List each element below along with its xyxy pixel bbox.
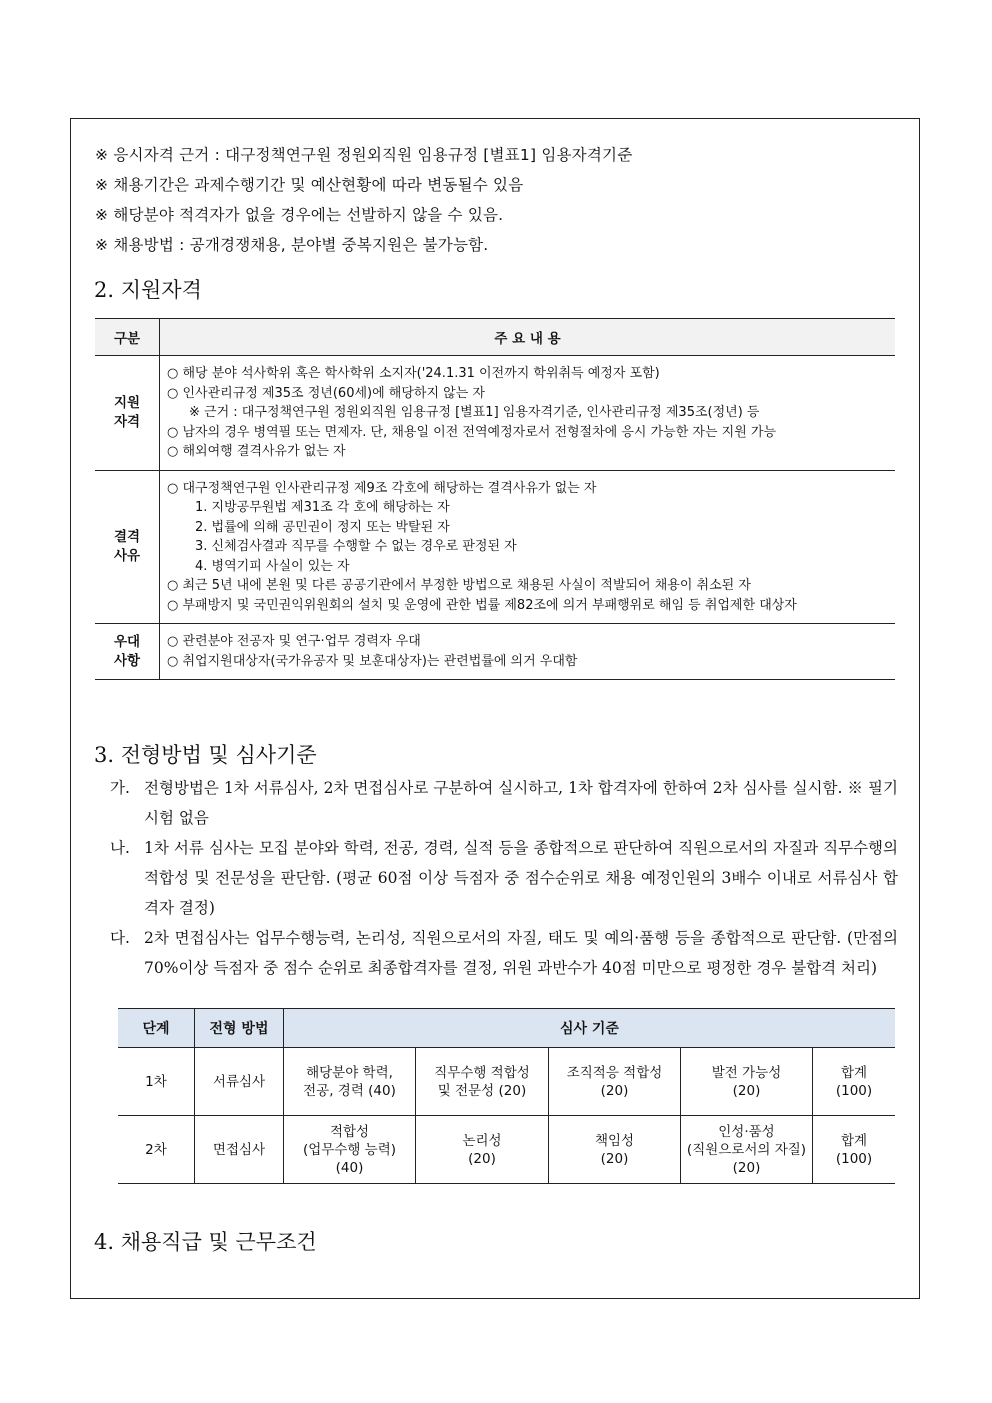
list-item: ○ 대구정책연구원 인사관리규정 제9조 각호에 해당하는 결격사유가 없는 자 <box>167 480 597 496</box>
note-qualification-basis: ※ 응시자격 근거 : 대구정책연구원 정원외직원 임용규정 [별표1] 임용자격기준 <box>95 146 633 164</box>
content-cell <box>160 356 896 471</box>
item-text: 1차 서류 심사는 모집 분야와 학력, 전공, 경력, 실적 등을 종합적으로 판단하여 직원으로서의 자질과 직무수행의 적합성 및 전문성을 판단함. (평균 60점 이상 득점자 중 점수순위로 채용 예정인원의 3배수 이내로 서류심사 합격자 결정) <box>144 839 898 917</box>
criteria-cell: 직무수행 적합성 및 전문성 (20) <box>416 1048 549 1116</box>
criteria-cell: 발전 가능성 (20) <box>681 1048 813 1116</box>
section-4-heading: 4. 채용직급 및 근무조건 <box>94 1230 317 1254</box>
item-text: 2차 면접심사는 업무수행능력, 논리성, 직원으로서의 자질, 태도 및 예의·품행 등을 종합적으로 판단함. (만점의 70%이상 득점자 중 점수 순위로 최종합격자를 결정, 위원 과반수가 40점 미만으로 평정한 경우 불합격 처리) <box>144 929 898 977</box>
stage-cell: 1차 <box>118 1048 195 1116</box>
total-cell: 합계 (100) <box>813 1116 896 1184</box>
list-item: ○ 해당 분야 석사학위 혹은 학사학위 소지자('24.1.31 이전까지 학위취득 예정자 포함) <box>167 366 660 381</box>
list-item: ○ 취업지원대상자(국가유공자 및 보훈대상자)는 관련법률에 의거 우대함 <box>167 653 578 669</box>
list-item: 2. 법률에 의해 공민권이 정지 또는 박탈된 자 <box>195 519 450 535</box>
item-label: 나. <box>110 839 130 857</box>
list-item: ○ 남자의 경우 병역필 또는 면제자. 단, 채용일 이전 전역예정자로서 전형절차에 응시 가능한 자는 지원 가능 <box>167 424 777 440</box>
content-cell <box>160 624 896 680</box>
list-item <box>110 773 898 833</box>
method-cell: 면접심사 <box>195 1116 284 1184</box>
evaluation-criteria-table <box>118 1008 895 1184</box>
list-item <box>110 833 898 923</box>
criteria-cell: 적합성 (업무수행 능력) (40) <box>284 1116 416 1184</box>
list-item: ○ 관련분야 전공자 및 연구·업무 경력자 우대 <box>167 634 421 649</box>
table-row <box>95 470 895 624</box>
section-3-heading: 3. 전형방법 및 심사기준 <box>94 743 317 767</box>
criteria-cell: 인성·품성 (직원으로서의 자질) (20) <box>681 1116 813 1184</box>
total-cell: 합계 (100) <box>813 1048 896 1116</box>
list-item: 4. 병역기피 사실이 있는 자 <box>195 558 350 574</box>
category-cell: 결격 사유 <box>95 470 160 624</box>
note-no-selection: ※ 해당분야 적격자가 없을 경우에는 선발하지 않을 수 있음. <box>95 206 504 224</box>
method-cell: 서류심사 <box>195 1048 284 1116</box>
crit-header-stage: 단계 <box>118 1009 195 1048</box>
list-item: 3. 신체검사결과 직무를 수행할 수 없는 경우로 판정된 자 <box>195 539 517 554</box>
list-item: 1. 지방공무원법 제31조 각 호에 해당하는 자 <box>195 500 450 515</box>
category-cell: 우대 사항 <box>95 624 160 680</box>
list-item: ※ 근거 : 대구정책연구원 정원외직원 임용규정 [별표1] 임용자격기준, 인사관리규정 제35조(정년) 등 <box>189 405 760 420</box>
criteria-cell: 논리성 (20) <box>416 1116 549 1184</box>
table-row <box>118 1048 895 1116</box>
stage-cell: 2차 <box>118 1116 195 1184</box>
criteria-cell: 조직적응 적합성 (20) <box>549 1048 681 1116</box>
content-cell <box>160 470 896 624</box>
table-row <box>118 1116 895 1184</box>
qual-header-content: 주 요 내 용 <box>160 319 896 356</box>
list-item: ○ 해외여행 결격사유가 없는 자 <box>167 444 346 459</box>
criteria-cell: 책임성 (20) <box>549 1116 681 1184</box>
list-item <box>110 923 898 983</box>
item-label: 가. <box>110 779 130 797</box>
table-row <box>95 624 895 680</box>
crit-header-criteria: 심사 기준 <box>284 1009 896 1048</box>
qualification-table <box>95 318 895 680</box>
section-2-heading: 2. 지원자격 <box>94 278 202 302</box>
item-text: 전형방법은 1차 서류심사, 2차 면접심사로 구분하여 실시하고, 1차 합격자에 한하여 2차 심사를 실시함. ※ 필기시험 없음 <box>144 779 898 827</box>
table-row <box>95 356 895 471</box>
item-label: 다. <box>110 929 130 947</box>
criteria-cell: 해당분야 학력, 전공, 경력 (40) <box>284 1048 416 1116</box>
list-item: ○ 최근 5년 내에 본원 및 다른 공공기관에서 부정한 방법으로 채용된 사실이 적발되어 채용이 취소된 자 <box>167 578 751 593</box>
crit-header-method: 전형 방법 <box>195 1009 284 1048</box>
list-item: ○ 부패방지 및 국민권익위원회의 설치 및 운영에 관한 법률 제82조에 의거 부패행위로 해임 등 취업제한 대상자 <box>167 597 797 613</box>
note-employment-period: ※ 채용기간은 과제수행기간 및 예산현황에 따라 변동될수 있음 <box>95 176 524 194</box>
category-cell: 지원 자격 <box>95 356 160 471</box>
qual-header-category: 구분 <box>95 319 160 356</box>
note-hiring-method: ※ 채용방법 : 공개경쟁채용, 분야별 중복지원은 불가능함. <box>95 236 489 254</box>
selection-method-list <box>110 773 898 983</box>
list-item: ○ 인사관리규정 제35조 정년(60세)에 해당하지 않는 자 <box>167 385 485 401</box>
